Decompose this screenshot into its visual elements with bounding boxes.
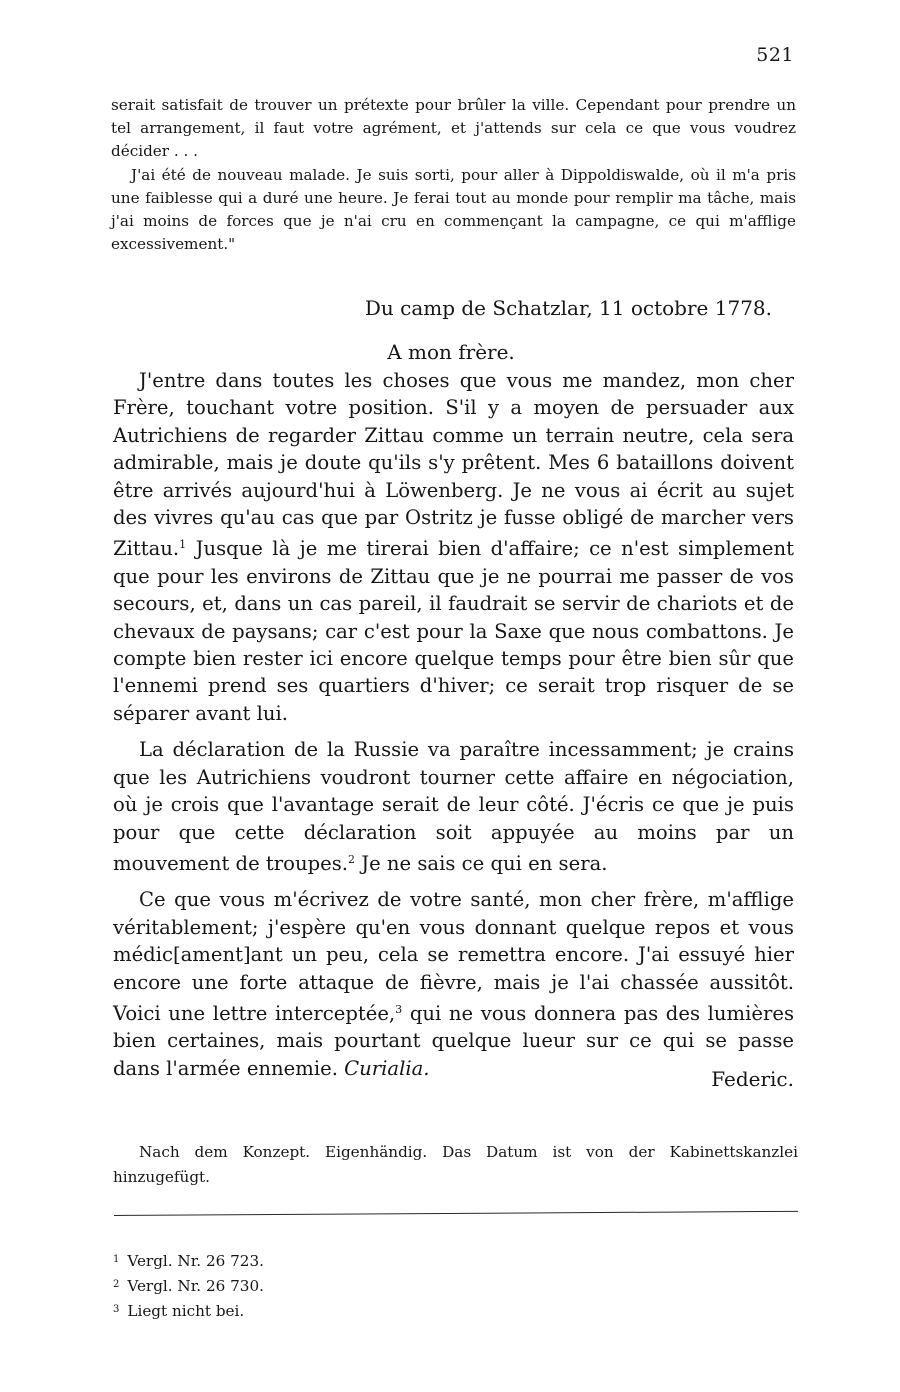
paragraph	[113, 886, 794, 1082]
footnote-reference: 3	[395, 1002, 403, 1016]
footnote-text: Liegt nicht bei.	[127, 1302, 245, 1320]
paragraph: serait satisfait de trouver un prétexte pour brûler la ville. Cependant pour prendre un tel arrangement, il faut votre agrément, et j'attends sur cela ce que vous voudrez décider . . .	[111, 96, 796, 161]
paragraph-text: La déclaration de la Russie va paraître incessamment; je crains que les Autrichiens voudront tourner cette affaire en négociation, où je crois que l'avantage serait de leur côté. J'écris ce que je puis pour que cette déclaration soit appuyée au moins par un mouvement de troupes.	[113, 738, 794, 875]
paragraph-text: Jusque là je me tirerai bien d'affaire; ce n'est simplement que pour les environs de Zittau que je ne pourrai me passer de vos secours, et, dans un cas pareil, il faudrait se servir de chariots et de chevaux de paysans; car c'est pour la Saxe que nous combattons. Je compte bien rester ici encore quelque temps pour être bien sûr que l'ennemi prend ses quartiers d'hiver; ce serait trop risquer de se séparer avant lui.	[113, 537, 794, 725]
footnote	[113, 1298, 264, 1323]
editorial-note: Nach dem Konzept. Eigenhändig. Das Datum ist von der Kabinettskanzlei hinzugefügt.	[113, 1143, 798, 1186]
footnote-mark: 3	[113, 1304, 120, 1315]
footnote-divider	[114, 1211, 798, 1216]
footnote-text: Vergl. Nr. 26 723.	[127, 1252, 264, 1270]
paragraph-text: Ce que vous m'écrivez de votre santé, mon cher frère, m'afflige véritablement; j'espère qu'en vous donnant quelque repos et vous médic[ament]ant un peu, cela se remettra encore. J'ai essuyé hier encore une forte attaque de fièvre, mais je l'ai chassée aussitôt. Voici une lettre interceptée,	[113, 888, 794, 1025]
paragraph	[113, 367, 794, 727]
italic-text: Curialia.	[344, 1056, 430, 1080]
paragraph-text: J'entre dans toutes les choses que vous me mandez, mon cher Frère, touchant votre position. S'il y a moyen de persuader aux Autrichiens de regarder Zittau comme un terrain neutre, cela sera admirable, mais je doute qu'ils s'y prêtent. Mes 6 bataillons doivent être arrivés aujourd'hui à Löwenberg. Je ne vous ai écrit au sujet des vivres qu'au cas que par Ostritz je fusse obligé de marcher vers Zittau.	[113, 369, 794, 561]
letter-body	[113, 367, 794, 1091]
page-number: 521	[756, 44, 794, 66]
footnote-reference: 1	[179, 538, 187, 552]
footnote-text: Vergl. Nr. 26 730.	[127, 1277, 264, 1295]
footnote	[113, 1273, 264, 1298]
footnote	[113, 1248, 264, 1273]
paragraph-text: Je ne sais ce qui en sera.	[355, 851, 608, 875]
footnote-mark: 2	[113, 1279, 120, 1290]
salutation-text: A mon frère.	[387, 340, 515, 364]
letter-salutation	[0, 340, 900, 364]
continued-letter-text	[111, 94, 796, 256]
paragraph: J'ai été de nouveau malade. Je suis sorti, pour aller à Dippoldiswalde, où il m'a pris une faiblesse qui a duré une heure. Je ferai tout au monde pour remplir ma tâche, mais j'ai moins de forces que je n'ai cru en commençant la campagne, ce qui m'afflige excessivement."	[111, 165, 796, 254]
footnote-reference: 2	[348, 852, 356, 866]
footnotes	[113, 1248, 264, 1323]
paragraph-text: qui ne vous donnera pas des lumières bien certaines, mais pourtant quelque lueur sur ce qui se passe dans l'armée ennemie.	[113, 1001, 794, 1080]
letter-signature: Federic.	[711, 1067, 794, 1091]
footnote-mark: 1	[113, 1254, 120, 1265]
letter-date-line: Du camp de Schatzlar, 11 octobre 1778.	[364, 296, 772, 320]
paragraph	[113, 736, 794, 877]
